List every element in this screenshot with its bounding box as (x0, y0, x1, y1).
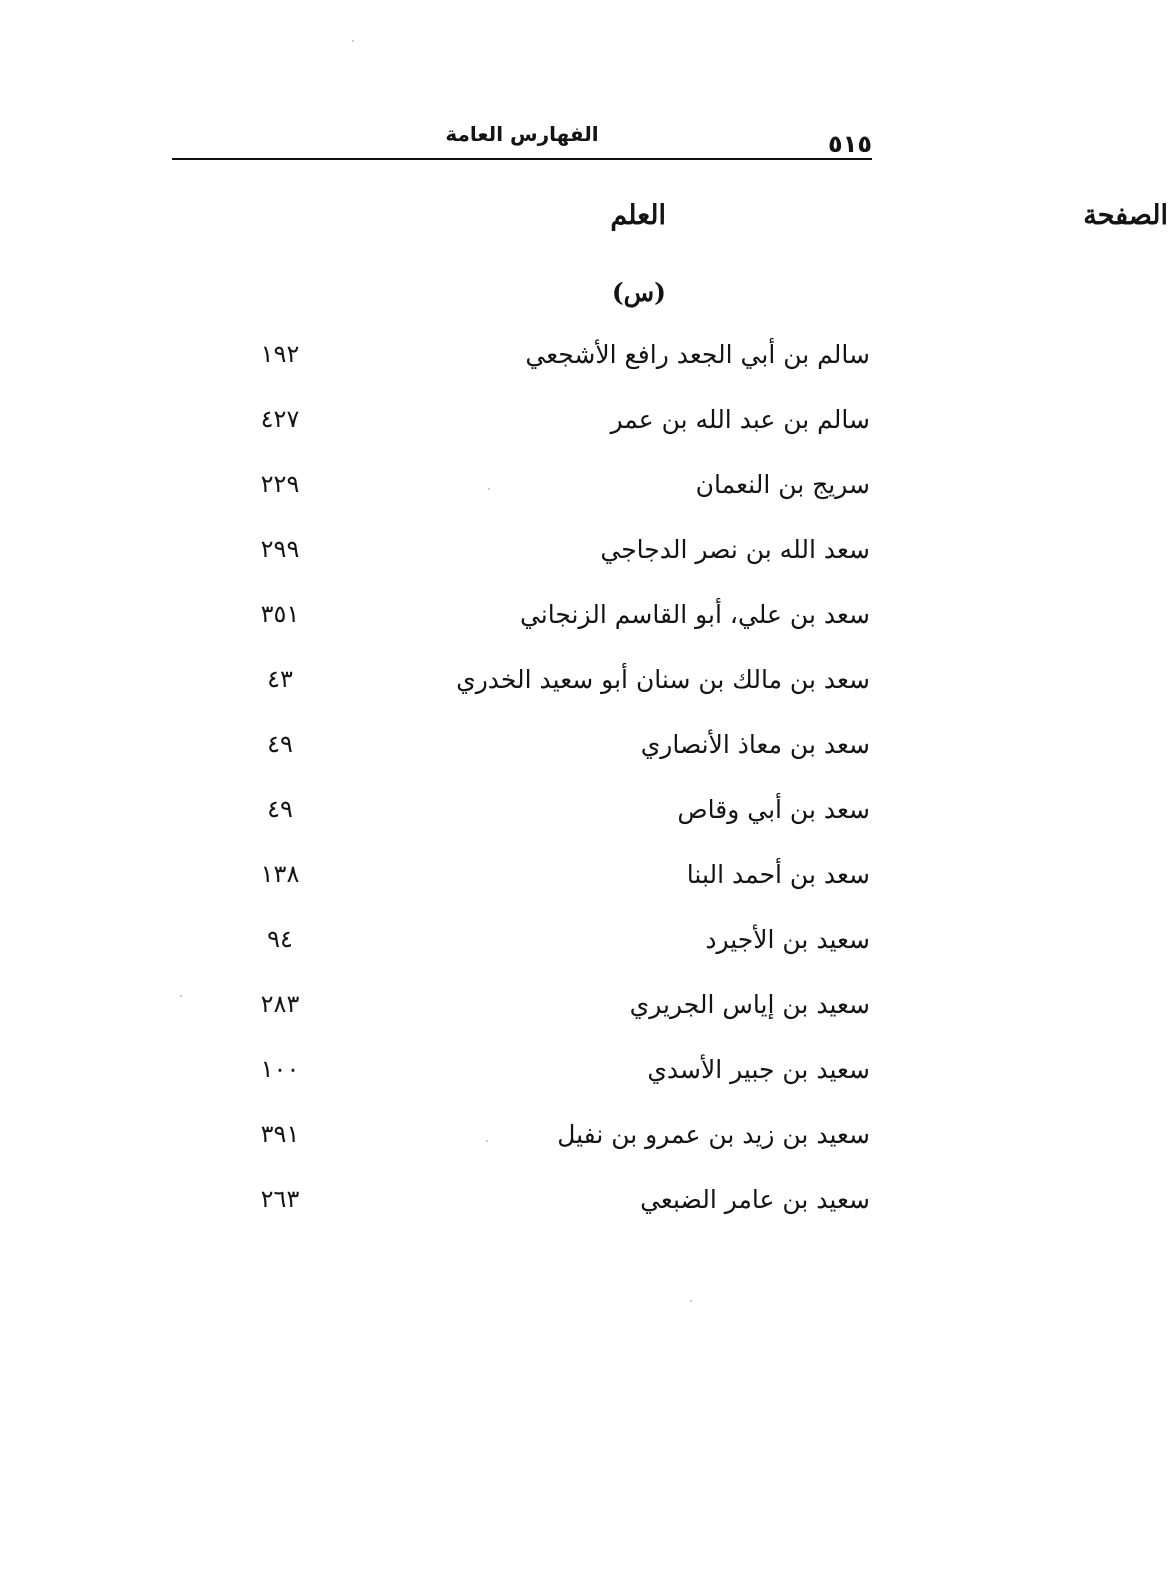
index-entry (0, 1120, 928, 1160)
index-entry (0, 535, 928, 575)
section-letter: (س) (611, 278, 666, 307)
index-entry (0, 860, 928, 900)
entry-name: سعد بن مالك بن سنان أبو سعيد الخدري (456, 665, 870, 694)
page-number: ٥١٥ (828, 130, 872, 158)
entry-name: سعد الله بن نصر الدجاجي (600, 535, 870, 564)
entry-page: ٤٩ (267, 795, 293, 823)
entry-page: ١٣٨ (260, 860, 300, 888)
entry-name: سريج بن النعمان (695, 470, 870, 499)
index-entry (0, 730, 928, 770)
name-column-header: العلم (610, 200, 666, 231)
entry-page: ١٩٢ (260, 340, 300, 368)
entry-name: سعيد بن زيد بن عمرو بن نفيل (557, 1120, 870, 1149)
index-entry (0, 665, 928, 705)
entry-page: ٣٥١ (260, 600, 300, 628)
scan-speck (352, 40, 354, 42)
entry-name: سعد بن أحمد البنا (686, 860, 870, 889)
entry-name: سعد بن أبي وقاص (677, 795, 870, 824)
entry-page: ٩٤ (267, 925, 293, 953)
index-entry (0, 990, 928, 1030)
entry-name: سعيد بن الأجيرد (705, 925, 870, 954)
entry-page: ٤٣ (267, 665, 293, 693)
scan-speck (690, 1300, 692, 1302)
scan-speck (488, 488, 490, 490)
index-entry (0, 1055, 928, 1095)
index-entry (0, 1185, 928, 1225)
entry-page: ٢٨٣ (260, 990, 300, 1018)
entry-page: ٣٩١ (260, 1120, 300, 1148)
scan-speck (180, 995, 182, 997)
index-entry (0, 795, 928, 835)
page-column-header: الصفحة (1083, 200, 1168, 231)
entry-name: سالم بن أبي الجعد رافع الأشجعي (525, 340, 870, 369)
entry-name: سعيد بن جبير الأسدي (647, 1055, 870, 1084)
entry-name: سعيد بن عامر الضبعي (640, 1185, 870, 1214)
entry-page: ٢٢٩ (260, 470, 300, 498)
entry-name: سعد بن معاذ الأنصاري (640, 730, 870, 759)
entry-name: سعد بن علي، أبو القاسم الزنجاني (519, 600, 870, 629)
scan-speck (486, 1140, 488, 1142)
index-entry (0, 470, 928, 510)
entry-name: سالم بن عبد الله بن عمر (610, 405, 870, 434)
header-title: الفهارس العامة (445, 122, 599, 146)
entry-page: ١٠٠ (260, 1055, 300, 1083)
index-entry (0, 925, 928, 965)
entry-name: سعيد بن إياس الجريري (629, 990, 870, 1019)
index-entry (0, 600, 928, 640)
entry-page: ٤٩ (267, 730, 293, 758)
entry-page: ٢٩٩ (260, 535, 300, 563)
index-entry (0, 405, 928, 445)
entry-page: ٢٦٣ (260, 1185, 300, 1213)
index-entry (0, 340, 928, 380)
entry-page: ٤٢٧ (260, 405, 300, 433)
